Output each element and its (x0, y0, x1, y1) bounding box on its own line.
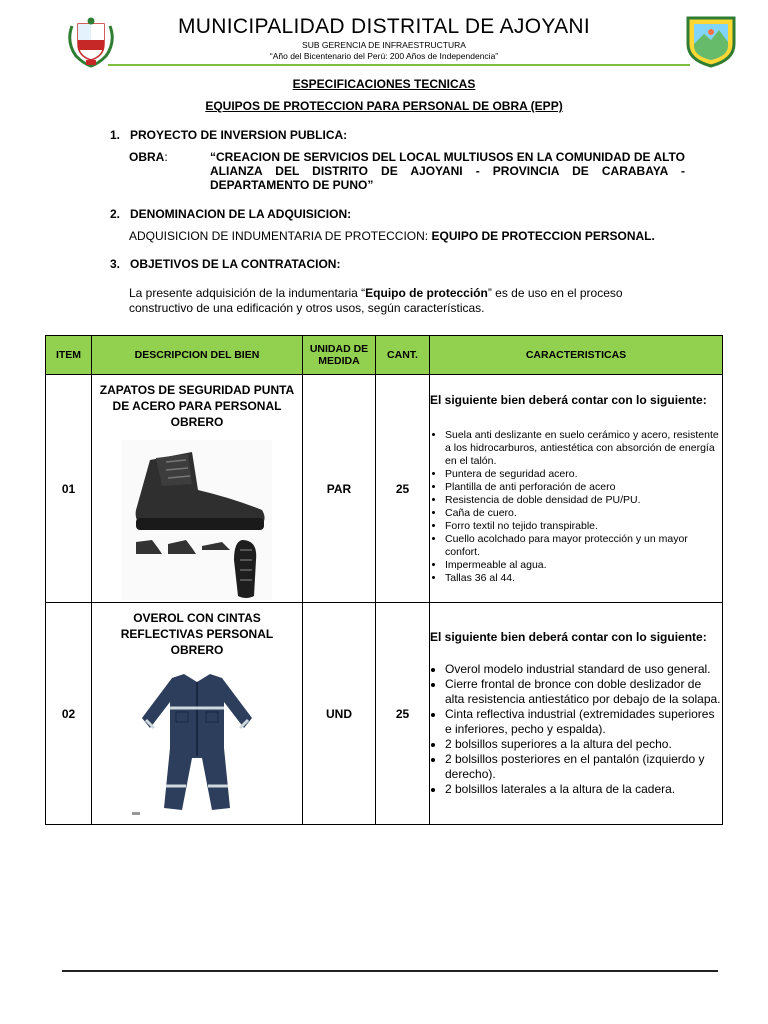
row-item-number: 02 (46, 603, 92, 825)
list-item: • Forro textil no tejido transpirable. (445, 520, 722, 533)
list-item: • Cierre frontal de bronce con doble deslizador de alta resistencia antiestático por debajo de la solapa. (445, 677, 722, 707)
list-item: • 2 bolsillos laterales a la altura de la cadera. (445, 782, 722, 797)
specs-table (45, 335, 723, 825)
header-subtitle-block (0, 40, 768, 62)
bicentenario-motto: “Año del Bicentenario del Perú: 200 Años de Independencia” (269, 51, 499, 61)
row-description: OVEROL CON CINTAS REFLECTIVAS PERSONAL OBRERO (120, 610, 274, 657)
section-2-heading: 2. DENOMINACION DE LA ADQUISICION: (110, 207, 352, 221)
municipality-title: MUNICIPALIDAD DISTRITAL DE AJOYANI (178, 15, 590, 38)
list-item: • Tallas 36 al 44. (445, 572, 722, 585)
section-3-text-a: La presente adquisición de la indumentaria “ (129, 286, 366, 300)
list-item: • 2 bolsillos posteriores en el pantalón (izquierdo y derecho). (445, 752, 722, 782)
col-header-qty: CANT. (376, 336, 430, 375)
row-item-number: 01 (46, 375, 92, 603)
row-description-cell (92, 375, 303, 603)
list-item: • Suela anti deslizante en suelo cerámico y acero, resistente a los hidrocarburos, antiestética con absorción de energía en el talón. (445, 429, 722, 468)
section-3-text (129, 286, 689, 316)
table-row (46, 603, 723, 825)
row-qty: 25 (376, 375, 430, 603)
row-characteristics-heading: El siguiente bien deberá contar con lo siguiente: (430, 392, 707, 407)
section-3-heading: 3. OBJETIVOS DE LA CONTRATACION: (110, 257, 341, 271)
coverall-image (92, 668, 302, 818)
section-1-heading: 1. PROYECTO DE INVERSION PUBLICA: (110, 128, 348, 142)
safety-boot-image (92, 440, 302, 600)
row-unit: UND (303, 603, 376, 825)
table-header-row (46, 336, 723, 375)
section-3-text-b: ” es de uso en el proceso constructivo de una edificación y otros usos, según características. (129, 286, 623, 315)
row-description: ZAPATOS DE SEGURIDAD PUNTA DE ACERO PARA PERSONAL OBRERO (99, 382, 295, 429)
obra-label: OBRA (129, 150, 165, 164)
list-item: • 2 bolsillos superiores a la altura del pecho. (445, 737, 722, 752)
doc-title: ESPECIFICACIONES TECNICAS (292, 77, 476, 91)
obra-label-group (129, 150, 168, 164)
col-header-item: ITEM (46, 336, 92, 375)
obra-text: “CREACION DE SERVICIOS DEL LOCAL MULTIUSOS EN LA COMUNIDAD DE ALTO ALIANZA DEL DISTRITO DE AJOYANI - PROVINCIA DE CARABAYA - DEPARTAMENTO DE PUNO” (210, 150, 685, 192)
list-item: • Resistencia de doble densidad de PU/PU. (445, 494, 722, 507)
subgerencia-label: SUB GERENCIA DE INFRAESTRUCTURA (302, 40, 466, 50)
table-row (46, 375, 723, 603)
footer-divider (62, 970, 718, 972)
row-characteristics-heading: El siguiente bien deberá contar con lo siguiente: (430, 630, 707, 644)
list-item: • Caña de cuero. (445, 507, 722, 520)
header-divider (108, 64, 690, 66)
col-header-unit: UNIDAD DE MEDIDA (303, 336, 376, 375)
list-item: • Impermeable al agua. (445, 559, 722, 572)
col-header-characteristics: CARACTERISTICAS (430, 336, 723, 375)
col-header-description: DESCRIPCION DEL BIEN (92, 336, 303, 375)
feature-list (430, 429, 722, 585)
obra-colon: : (164, 150, 168, 164)
row-description-cell (92, 603, 303, 825)
section-3-text-bold: Equipo de protección (365, 286, 488, 300)
row-unit: PAR (303, 375, 376, 603)
ajoyani-shield-logo (684, 14, 738, 68)
row-characteristics-cell (430, 603, 723, 825)
list-item: • Puntera de seguridad acero. (445, 468, 722, 481)
feature-list (430, 662, 722, 797)
list-item: • Overol modelo industrial standard de uso general. (445, 662, 722, 677)
section-2-text-plain: ADQUISICION DE INDUMENTARIA DE PROTECCION: (129, 229, 432, 243)
section-2-text (129, 229, 655, 243)
row-characteristics-cell (430, 375, 723, 603)
list-item: • Cuello acolchado para mayor protección y un mayor confort. (445, 533, 722, 559)
doc-subtitle: EQUIPOS DE PROTECCION PARA PERSONAL DE OBRA (EPP) (205, 99, 563, 113)
list-item: • Plantilla de anti perforación de acero (445, 481, 722, 494)
section-2-text-bold: EQUIPO DE PROTECCION PERSONAL. (431, 229, 655, 243)
row-qty: 25 (376, 603, 430, 825)
list-item: • Cinta reflectiva industrial (extremidades superiores e inferiores, pecho y espalda). (445, 707, 722, 737)
